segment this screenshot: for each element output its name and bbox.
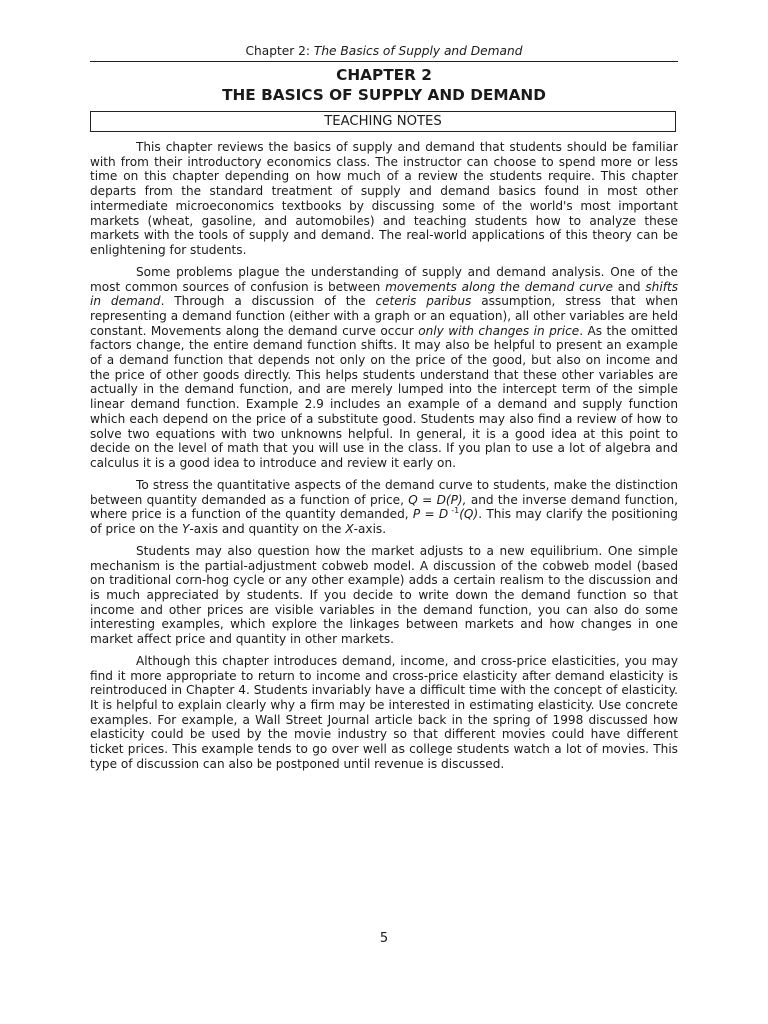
paragraph-4: Students may also question how the market adjusts to a new equilibrium. One simple mechanism is the partial-adjustment cobweb model. A discussion of the cobweb model (based on traditional corn-hog cycle or any other example) adds a certain realism to the discussion and is much appreciated by students. If you decide to write down the demand function so that income and other prices are visible variables in the demand function, you can also do some interesting examples, which explore the linkages between markets and how changes in one market affect price and quantity in other markets. <box>90 543 678 647</box>
chapter-number: CHAPTER 2 <box>336 66 432 84</box>
paragraph-3-text-4: -axis and quantity on the <box>189 521 346 536</box>
paragraph-2-emphasis-3: ceteris paribus <box>375 294 472 309</box>
paragraph-2-emphasis-4: only with changes in price <box>418 323 580 338</box>
paragraph-2 <box>90 265 678 471</box>
running-header <box>90 44 678 58</box>
x-axis-label: X <box>345 521 354 536</box>
page-number: 5 <box>379 931 389 946</box>
paragraph-2-text-3: . Through a discussion of the <box>160 294 376 309</box>
demand-function-formula: Q = D(P), <box>408 492 467 507</box>
paragraph-2-text-1: Some problems plague the understanding of supply and demand analysis. One of the most common sources of confusion is between <box>90 264 678 294</box>
paragraph-2-text-2: and <box>612 279 646 294</box>
chapter-title: THE BASICS OF SUPPLY AND DEMAND <box>222 86 546 104</box>
paragraph-3 <box>90 478 678 537</box>
running-header-prefix: Chapter 2: <box>245 44 314 58</box>
paragraph-2-text-4: assumption, stress that when representing a demand function (either with a graph or an equation), all other variables are held constant. Movements along the demand curve occur <box>90 294 678 338</box>
inverse-demand-formula: P = D <box>412 507 449 522</box>
paragraph-3-text-2: and the inverse demand function, where price is a function of the quantity demanded, <box>90 492 678 522</box>
inverse-demand-argument: (Q) <box>459 507 479 522</box>
header-rule <box>90 61 678 62</box>
paragraph-1: This chapter reviews the basics of supply and demand that students should be familiar with from their introductory economics class. The instructor can choose to spend more or less time on this chapter depending on how much of a review the students require. This chapter departs from the standard treatment of supply and demand basics found in most other intermediate microeconomics textbooks by discussing some of the world's most important markets (wheat, gasoline, and automobiles) and teaching students how to analyze these markets with the tools of supply and demand. The real-world applications of this theory can be enlightening for students. <box>90 140 678 257</box>
document-page <box>90 0 678 1024</box>
paragraph-2-emphasis-1: movements along the demand curve <box>385 279 613 294</box>
y-axis-label: Y <box>182 521 190 536</box>
paragraph-5: Although this chapter introduces demand, income, and cross-price elasticities, you may find it more appropriate to return to income and cross-price elasticity after demand elasticity is reintroduced in Chapter 4. Students invariably have a difficult time with the concept of elasticity. It is helpful to explain clearly why a firm may be interested in estimating elasticity. Use concrete examples. For example, a Wall Street Journal article back in the spring of 1998 discussed how elasticity could be used by the movie industry so that different movies could have different ticket prices. This example tends to go over well as college students watch a lot of movies. This type of discussion can also be postponed until revenue is discussed. <box>90 653 678 771</box>
inverse-exponent: -1 <box>448 506 460 516</box>
paragraph-3-text-3: . This may clarify the positioning of price on the <box>90 507 678 536</box>
paragraph-2-emphasis-2: shifts in demand <box>90 279 679 309</box>
running-header-title: The Basics of Supply and Demand <box>313 44 523 58</box>
body-text <box>90 140 678 779</box>
teaching-notes-heading: TEACHING NOTES <box>90 111 676 132</box>
paragraph-3-text-1: To stress the quantitative aspects of the demand curve to students, make the distinction between quantity demanded as a function of price, <box>90 477 678 507</box>
paragraph-2-text-5: . As the omitted factors change, the entire demand function shifts. It may also be helpful to present an example of a demand function that depends not only on the price of the good, but also on income and the price of other goods directly. This helps students understand that these other variables are actually in the demand function, and are merely lumped into the intercept term of the simple linear demand function. Example 2.9 includes an example of a demand and supply function which each depend on the price of a substitute good. Students may also find a review of how to solve two equations with two unknowns helpful. In general, it is a good idea at this point to decide on the level of math that you will use in the class. If you plan to use a lot of algebra and calculus it is a good idea to introduce and review it early on. <box>90 323 678 470</box>
chapter-heading <box>90 65 678 105</box>
paragraph-3-text-5: -axis. <box>353 521 387 536</box>
